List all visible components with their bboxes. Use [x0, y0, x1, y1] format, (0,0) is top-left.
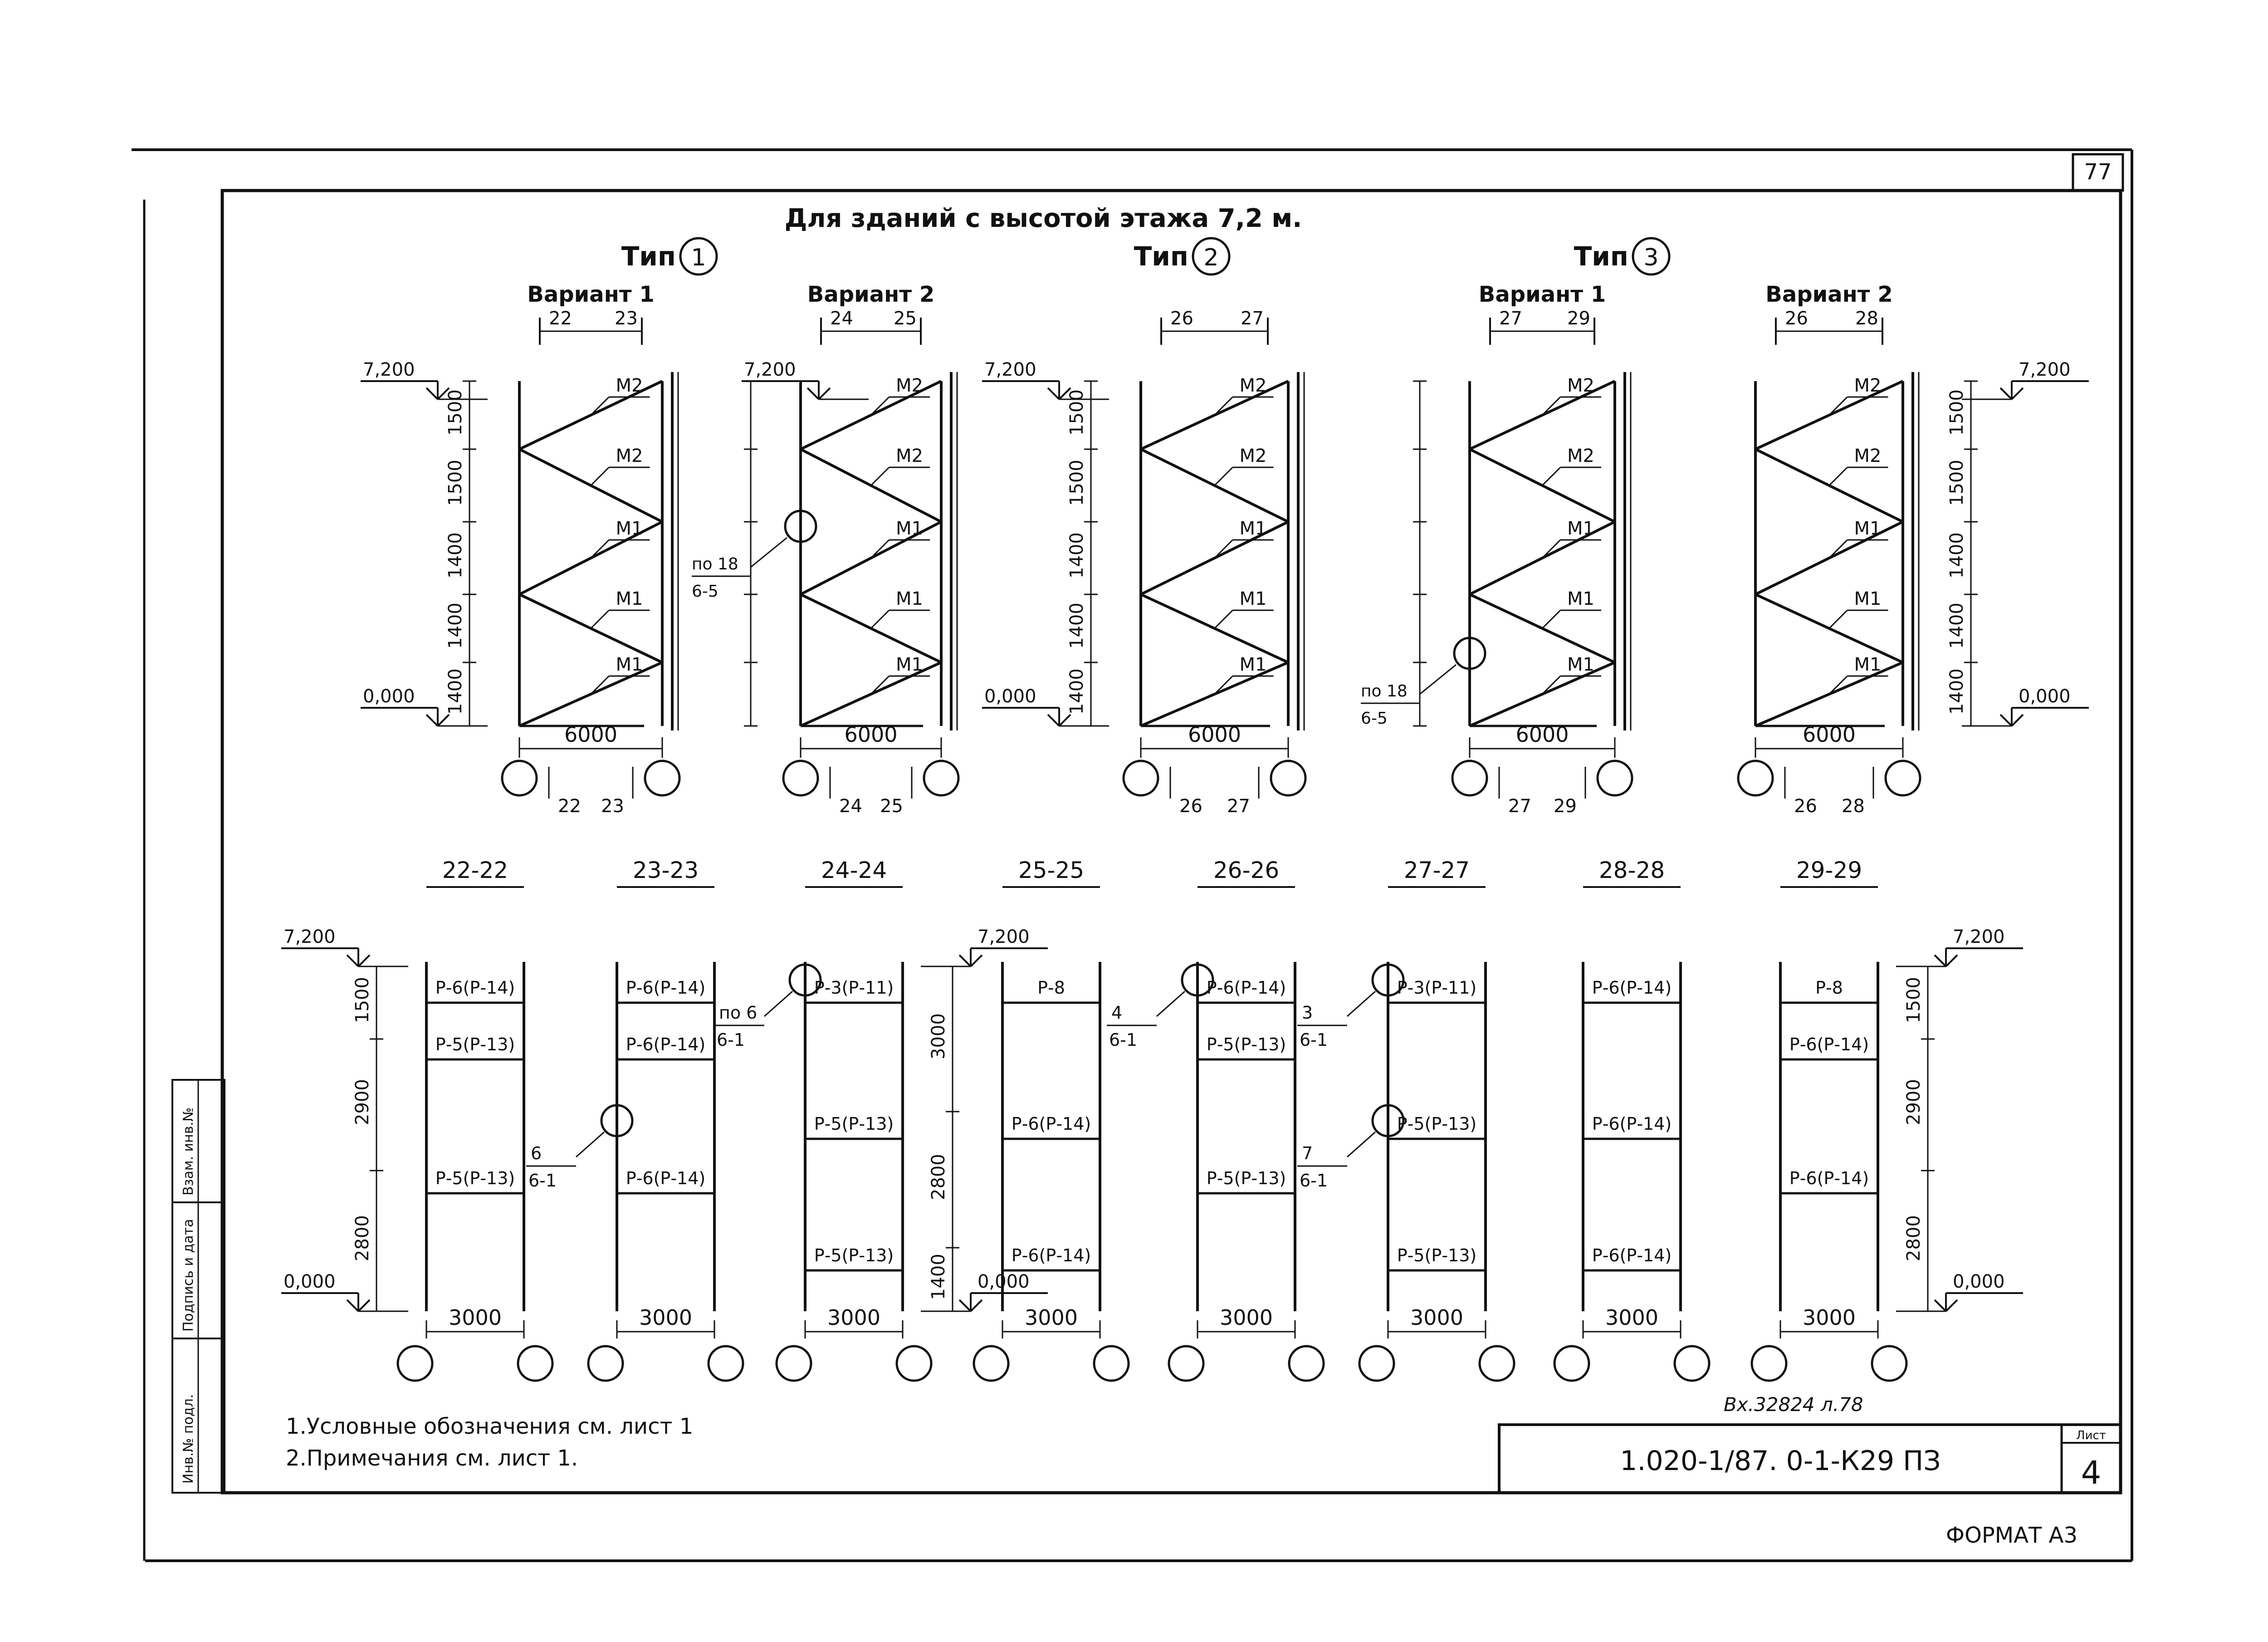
stamp-signature-date: Подпись и дата — [181, 1219, 196, 1332]
section-26-26 — [1107, 857, 1324, 1381]
height-value: 1400 — [1066, 668, 1087, 715]
axis-bubble-left — [1752, 1346, 1786, 1381]
axis-bubble-right — [897, 1346, 931, 1381]
level-label: 0,000 — [978, 1271, 1030, 1292]
callout-top: по 18 — [1361, 682, 1408, 701]
brace-label: М2 — [1239, 446, 1267, 466]
span-value: 6000 — [564, 722, 618, 747]
brace-label: М2 — [1239, 375, 1267, 396]
type-labels — [621, 238, 1669, 274]
axis-bubble-right — [924, 761, 958, 795]
section-ref-bottom: 25 — [880, 796, 903, 817]
brace-label: М2 — [1854, 446, 1882, 466]
section-title: 22-22 — [442, 857, 508, 883]
section-ref-bottom: 22 — [558, 796, 581, 817]
brace-label: М1 — [616, 588, 643, 609]
brace-label: М1 — [1854, 518, 1882, 539]
height-value: 1500 — [352, 977, 373, 1023]
level-arrow — [426, 715, 438, 726]
rung-label: Р-8 — [1037, 978, 1065, 998]
brace-label: М2 — [1567, 375, 1594, 396]
frame-5 — [1738, 282, 2089, 817]
level-top — [361, 359, 488, 399]
axis-bubble-left — [502, 761, 537, 795]
section-ref-top: 24 — [830, 308, 853, 329]
section-24-24 — [714, 857, 1048, 1381]
axis-bubble-left — [1452, 761, 1487, 795]
height-value: 1500 — [1946, 460, 1967, 506]
brace-label: М2 — [896, 375, 923, 396]
frame-1 — [361, 282, 679, 817]
rung-label: Р-6(Р-14) — [1592, 978, 1672, 998]
level-arrow — [2000, 715, 2012, 726]
callout-top: по 6 — [719, 1003, 758, 1023]
level-top — [982, 359, 1109, 399]
brace-label: М1 — [616, 654, 643, 675]
rung-label: Р-5(Р-13) — [1397, 1245, 1477, 1265]
brace-label: М1 — [896, 588, 923, 609]
brace-label: М1 — [1854, 654, 1882, 675]
section-ref-top: 28 — [1855, 308, 1878, 329]
level-arrow — [1935, 955, 1946, 966]
span-value: 3000 — [448, 1305, 502, 1330]
section-title: 29-29 — [1796, 857, 1862, 883]
level-arrow — [426, 388, 438, 399]
section-28-28 — [1554, 857, 1709, 1381]
level-arrow — [819, 388, 830, 399]
rung-label: Р-6(Р-14) — [626, 1034, 706, 1054]
level-arrow — [1048, 715, 1059, 726]
height-value: 2800 — [352, 1215, 373, 1261]
axis-bubble-left — [783, 761, 818, 795]
brace-leader — [591, 467, 609, 485]
type-word: Тип — [621, 241, 676, 272]
level-arrow — [807, 388, 819, 399]
brace-leader — [1215, 467, 1233, 485]
span-value: 6000 — [1188, 722, 1242, 747]
inventory-stamp: Вх.32824 л.78 — [1724, 1393, 1863, 1416]
level-arrow — [2012, 715, 2023, 726]
height-value: 2800 — [1903, 1215, 1924, 1261]
level-bottom — [1896, 1271, 2023, 1311]
section-title: 27-27 — [1403, 857, 1470, 883]
rung-label: Р-5(Р-13) — [435, 1168, 515, 1188]
height-value: 1400 — [445, 668, 466, 715]
axis-bubble-left — [1124, 761, 1158, 795]
height-value: 1400 — [1946, 668, 1967, 715]
type-number: 1 — [691, 244, 706, 271]
frame-2 — [692, 282, 958, 817]
type-1 — [621, 238, 717, 274]
level-arrow — [347, 1300, 358, 1311]
level-arrow — [971, 955, 982, 966]
type-word: Тип — [1574, 241, 1628, 272]
drawing-border — [222, 191, 2121, 1493]
brace-leader — [1542, 467, 1560, 485]
axis-bubble-left — [1359, 1346, 1394, 1381]
brace-label: М1 — [616, 518, 643, 539]
brace-label: М2 — [1567, 446, 1594, 466]
level-label: 7,200 — [984, 359, 1036, 380]
variant-label: Вариант 1 — [527, 282, 655, 307]
level-bottom — [361, 686, 488, 726]
height-value: 1400 — [1066, 603, 1087, 649]
rung-label: Р-6(Р-14) — [1011, 1114, 1091, 1134]
brace-leader — [871, 397, 889, 415]
callout-top: 7 — [1302, 1143, 1313, 1163]
level-arrow — [347, 955, 358, 966]
level-arrow — [1048, 388, 1059, 399]
brace-label: М2 — [896, 446, 923, 466]
type-number: 3 — [1643, 244, 1659, 271]
brace-leader — [591, 397, 609, 415]
level-label: 7,200 — [363, 359, 415, 380]
level-arrow — [959, 1300, 971, 1311]
rung-label: Р-5(Р-13) — [1206, 1168, 1286, 1188]
height-value: 1400 — [1946, 532, 1967, 578]
span-value: 6000 — [1802, 722, 1856, 747]
section-ref-bottom: 23 — [601, 796, 624, 817]
level-arrow — [971, 1300, 982, 1311]
level-arrow — [1935, 1300, 1946, 1311]
level-arrow — [1059, 715, 1070, 726]
span-value: 6000 — [844, 722, 898, 747]
rung-label: Р-5(Р-13) — [1397, 1114, 1477, 1134]
brace-leader — [871, 610, 889, 628]
type-2 — [1134, 238, 1229, 274]
section-22-22 — [281, 857, 552, 1381]
callout-top: 6 — [531, 1143, 542, 1163]
section-ref-top: 27 — [1241, 308, 1264, 329]
span-value: 3000 — [1219, 1305, 1273, 1330]
level-bottom — [1962, 686, 2089, 726]
callout-bottom: 6-1 — [528, 1171, 557, 1191]
section-title: 24-24 — [821, 857, 887, 883]
type-word: Тип — [1134, 241, 1188, 272]
sheet-number: 4 — [2081, 1454, 2102, 1491]
rung-label: Р-5(Р-13) — [814, 1245, 894, 1265]
span-value: 3000 — [1802, 1305, 1856, 1330]
level-arrow — [2012, 388, 2023, 399]
level-label: 7,200 — [744, 359, 796, 380]
span-value: 3000 — [639, 1305, 693, 1330]
rung-label: Р-6(Р-14) — [626, 1168, 706, 1188]
rung-label: Р-6(Р-14) — [1011, 1245, 1091, 1265]
brace-leader — [1542, 397, 1560, 415]
level-top-shared — [742, 359, 869, 399]
span-value: 3000 — [1605, 1305, 1659, 1330]
rung-label: Р-6(Р-14) — [435, 978, 515, 998]
axis-bubble-right — [1289, 1346, 1324, 1381]
callout-bottom: 6-5 — [1361, 709, 1388, 728]
section-title: 23-23 — [632, 857, 699, 883]
section-ref-top: 26 — [1170, 308, 1193, 329]
rung-label: Р-5(Р-13) — [435, 1034, 515, 1054]
section-ref-bottom: 29 — [1554, 796, 1577, 817]
level-top — [281, 926, 408, 966]
rung-label: Р-3(Р-11) — [814, 978, 894, 998]
height-value: 1500 — [1066, 460, 1087, 506]
section-ref-top: 22 — [549, 308, 572, 329]
level-arrow — [1946, 1300, 1957, 1311]
section-27-27 — [1297, 857, 1514, 1381]
brace-label: М1 — [1567, 588, 1594, 609]
level-top — [1962, 359, 2089, 399]
side-stamp — [172, 1080, 225, 1493]
axis-bubble-right — [1598, 761, 1632, 795]
callout-bottom: 6-5 — [692, 582, 719, 601]
callout-top: по 18 — [692, 555, 738, 573]
height-value: 3000 — [928, 1013, 949, 1059]
axis-bubble-right — [645, 761, 679, 795]
callout-leader — [1347, 1132, 1375, 1157]
stamp-inventory-original: Инв.№ подл. — [181, 1394, 196, 1484]
stamp-replaced-inventory: Взам. инв.№ — [181, 1107, 196, 1196]
brace-leader — [1829, 610, 1848, 628]
callout-bottom: 6-1 — [717, 1030, 745, 1050]
elevation-frames — [361, 282, 2089, 817]
callout-leader — [1420, 665, 1456, 694]
axis-bubble-left — [1169, 1346, 1203, 1381]
callout-leader — [751, 538, 787, 567]
axis-bubble-right — [518, 1346, 552, 1381]
brace-leader — [1215, 610, 1233, 628]
level-arrow — [438, 715, 449, 726]
rung-label: Р-5(Р-13) — [814, 1114, 894, 1134]
rung-label: Р-5(Р-13) — [1206, 1034, 1286, 1054]
section-ref-top: 25 — [894, 308, 917, 329]
level-arrow — [358, 955, 370, 966]
callout-top: 3 — [1302, 1003, 1313, 1023]
frame-4 — [1361, 282, 1632, 817]
height-value: 1400 — [445, 532, 466, 578]
variant-label: Вариант 1 — [1478, 282, 1606, 307]
brace-leader — [871, 467, 889, 485]
axis-bubble-left — [1554, 1346, 1589, 1381]
level-arrow — [1946, 955, 1957, 966]
section-ref-bottom: 26 — [1794, 796, 1817, 817]
axis-bubble-right — [1886, 761, 1920, 795]
span-value: 6000 — [1515, 722, 1569, 747]
section-ref-bottom: 24 — [839, 796, 862, 817]
height-value: 1400 — [1066, 532, 1087, 578]
cross-sections — [281, 857, 2023, 1381]
type-number: 2 — [1203, 244, 1219, 271]
height-value: 1400 — [1946, 603, 1967, 649]
height-value: 1500 — [445, 460, 466, 506]
axis-bubble-right — [709, 1346, 743, 1381]
section-ref-bottom: 28 — [1842, 796, 1865, 817]
level-arrow — [2000, 388, 2012, 399]
axis-bubble-right — [1675, 1346, 1709, 1381]
level-bottom — [281, 1271, 408, 1311]
level-bottom — [982, 686, 1109, 726]
height-value: 2900 — [1903, 1079, 1924, 1125]
brace-label: М1 — [1239, 518, 1267, 539]
sheet-label: Лист — [2076, 1429, 2106, 1442]
axis-bubble-right — [1094, 1346, 1129, 1381]
variant-label: Вариант 2 — [1765, 282, 1893, 307]
callout-bottom: 6-1 — [1300, 1030, 1328, 1050]
level-top — [1896, 926, 2023, 966]
brace-label: М1 — [896, 654, 923, 675]
rung-label: Р-6(Р-14) — [1592, 1114, 1672, 1134]
level-label: 0,000 — [2019, 686, 2071, 707]
callout-top: 4 — [1111, 1003, 1123, 1023]
brace-label: М1 — [896, 518, 923, 539]
brace-label: М1 — [1567, 518, 1594, 539]
level-label: 0,000 — [363, 686, 415, 707]
level-label: 7,200 — [2019, 359, 2071, 380]
callout-leader — [1157, 991, 1185, 1016]
section-ref-bottom: 27 — [1508, 796, 1531, 817]
brace-label: М2 — [616, 375, 643, 396]
axis-bubble-right — [1480, 1346, 1514, 1381]
span-value: 3000 — [1024, 1305, 1078, 1330]
rung-label: Р-8 — [1815, 978, 1843, 998]
brace-label: М2 — [616, 446, 643, 466]
height-value: 2900 — [352, 1079, 373, 1125]
title-block — [1499, 1425, 2121, 1493]
level-label: 0,000 — [1953, 1271, 2005, 1292]
brace-label: М1 — [1854, 588, 1882, 609]
height-value: 1500 — [445, 389, 466, 436]
level-label: 7,200 — [978, 926, 1030, 947]
level-top — [921, 926, 1048, 966]
rung-label: Р-6(Р-14) — [1206, 978, 1286, 998]
axis-bubble-left — [588, 1346, 623, 1381]
rung-label: Р-6(Р-14) — [1789, 1168, 1869, 1188]
brace-label: М1 — [1239, 588, 1267, 609]
height-value: 2800 — [928, 1154, 949, 1200]
axis-bubble-left — [777, 1346, 811, 1381]
section-title: 25-25 — [1018, 857, 1085, 883]
height-value: 1400 — [445, 603, 466, 649]
level-label: 7,200 — [284, 926, 336, 947]
callout-leader — [1347, 991, 1375, 1016]
type-3 — [1574, 238, 1669, 274]
rung-label: Р-6(Р-14) — [1592, 1245, 1672, 1265]
brace-label: М1 — [1567, 654, 1594, 675]
section-ref-bottom: 26 — [1179, 796, 1202, 817]
level-label: 7,200 — [1953, 926, 2005, 947]
section-ref-top: 27 — [1499, 308, 1522, 329]
brace-leader — [1829, 467, 1848, 485]
section-ref-bottom: 27 — [1227, 796, 1250, 817]
sheet-heading: Для зданий с высотой этажа 7,2 м. — [784, 204, 1302, 233]
section-ref-top: 26 — [1785, 308, 1808, 329]
axis-bubble-right — [1872, 1346, 1906, 1381]
section-title: 26-26 — [1213, 857, 1280, 883]
rung-label: Р-6(Р-14) — [1789, 1034, 1869, 1054]
callout-leader — [576, 1132, 604, 1157]
paper-format: ФОРМАТ А3 — [1945, 1523, 2077, 1548]
span-value: 3000 — [827, 1305, 881, 1330]
callout-bottom: 6-1 — [1109, 1030, 1138, 1050]
height-value: 1500 — [1946, 389, 1967, 436]
height-value: 1500 — [1903, 977, 1924, 1023]
section-title: 28-28 — [1598, 857, 1665, 883]
rung-label: Р-3(Р-11) — [1397, 978, 1477, 998]
rung-label: Р-6(Р-14) — [626, 978, 706, 998]
height-value: 1500 — [1066, 389, 1087, 436]
axis-bubble-left — [974, 1346, 1008, 1381]
variant-label: Вариант 2 — [807, 282, 935, 307]
brace-label: М2 — [1854, 375, 1882, 396]
brace-leader — [1542, 610, 1560, 628]
level-arrow — [358, 1300, 370, 1311]
note-2: 2.Примечания см. лист 1. — [286, 1446, 578, 1471]
span-value: 3000 — [1410, 1305, 1464, 1330]
level-label: 0,000 — [284, 1271, 336, 1292]
page-number: 77 — [2084, 159, 2112, 185]
axis-bubble-left — [398, 1346, 432, 1381]
callout-bottom: 6-1 — [1300, 1171, 1328, 1191]
callout-leader — [764, 991, 792, 1016]
level-label: 0,000 — [984, 686, 1036, 707]
section-23-23 — [526, 857, 743, 1381]
document-code: 1.020-1/87. 0-1-К29 ПЗ — [1620, 1445, 1941, 1477]
brace-label: М1 — [1239, 654, 1267, 675]
section-29-29 — [1752, 857, 2023, 1381]
axis-bubble-right — [1271, 761, 1305, 795]
height-value: 1400 — [928, 1254, 949, 1300]
note-1: 1.Условные обозначения см. лист 1 — [286, 1414, 694, 1439]
frame-3 — [982, 308, 1305, 817]
axis-bubble-left — [1738, 761, 1773, 795]
section-ref-top: 23 — [615, 308, 638, 329]
brace-leader — [591, 610, 609, 628]
section-ref-top: 29 — [1567, 308, 1590, 329]
level-arrow — [959, 955, 971, 966]
